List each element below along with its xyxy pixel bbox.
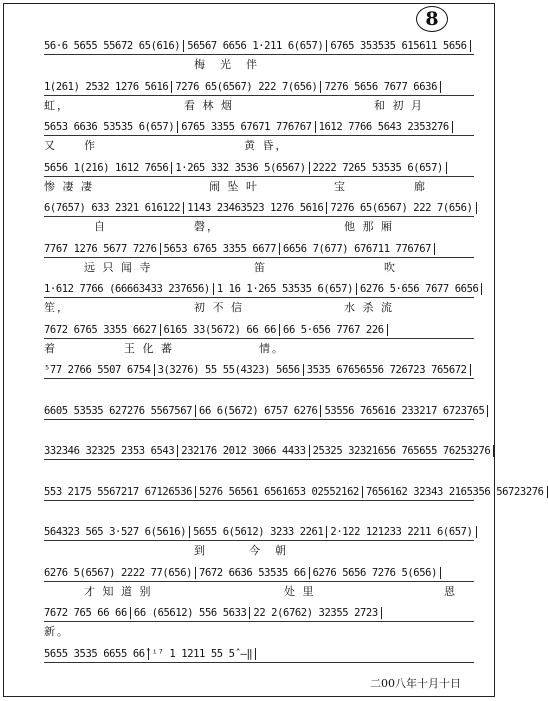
notation-line	[44, 202, 474, 217]
lyric-text: 他 那 厢	[344, 220, 394, 233]
lyric-text: 和 初 月	[374, 98, 424, 112]
measure-group: 5656 1(216) 1612 7656	[44, 162, 172, 174]
score-row	[44, 566, 474, 598]
notation-line	[44, 324, 474, 339]
measure-group: 5276 56561 6561653 02552162	[196, 486, 363, 498]
measure-group: 66 (65612) 556 5633	[131, 607, 251, 619]
date-signature: 二00八年十月十日	[370, 677, 461, 690]
lyric-text: 才 知 道 别	[84, 584, 153, 598]
score-row	[44, 445, 491, 460]
measure-group: 6276 5656 7276 5(656)	[310, 567, 441, 579]
measure-group: 66 6(5672) 6757 6276	[196, 405, 321, 417]
notation-line	[44, 607, 474, 622]
lyric-text: 新。	[44, 625, 70, 638]
score-row	[44, 323, 474, 355]
measure-group: 6276 5·656 7677 6656	[357, 283, 482, 295]
lyric-text: 虹，	[44, 98, 70, 112]
measure-group: 7672 6636 53535 66	[196, 567, 310, 579]
lyric-text: 惨 凄 凄	[44, 179, 94, 193]
measure-group: 2·122 121233 2211 6(657)	[327, 526, 476, 538]
measure-group: 7276 5656 7677 6636	[321, 81, 441, 93]
measure-group: 3(3276) 55 55(4323) 5656	[155, 364, 304, 376]
measure-group: 553 2175 5567217 67126536	[44, 486, 196, 498]
measure-group: 7672 6765 3355 6627	[44, 324, 161, 336]
score-row	[44, 202, 474, 233]
score-row	[44, 404, 485, 420]
measure-group: 5653 6636 53535 6(657)	[44, 121, 178, 133]
notation-line	[44, 485, 544, 501]
lyric-text: 廊	[414, 179, 427, 193]
measure-group: 56·6 5655 55672 65(616)	[44, 40, 184, 52]
measure-group: ⁵77 2766 5507 6754	[44, 364, 155, 376]
lyric-text: 黄 昏，	[244, 139, 289, 152]
score-row	[44, 161, 474, 193]
measure-group: 56567 6656 1·211 6(657)	[184, 40, 327, 52]
notation-line	[44, 567, 474, 582]
measure-group: 6656 7(677) 676711 776767	[280, 243, 435, 255]
measure-group: 7276 65(6567) 222 7(656)	[327, 202, 476, 214]
measure-group: 3535 67656556 726723 765672	[304, 364, 471, 376]
measure-group: 5655 6(5612) 3233 2261	[190, 526, 327, 538]
measure-group: 332346 32325 2353 6543	[44, 445, 178, 457]
lyric-text: 笛	[254, 260, 267, 274]
measure-group: 7672 765 66 66	[44, 607, 131, 619]
lyric-text: 处 里	[284, 584, 316, 598]
notation-line	[44, 81, 474, 96]
lyric-text: 吹	[384, 260, 397, 274]
lyric-text: 磬，	[194, 220, 220, 233]
lyric-text: 闹 坠 叶	[209, 179, 259, 193]
score-row	[44, 364, 474, 379]
measure-group: 1(261) 2532 1276 5616	[44, 81, 172, 93]
measure-group: 1·612 7766 (66663433 237656)	[44, 283, 214, 295]
score-row	[44, 526, 474, 557]
notation-line	[44, 445, 491, 460]
lyric-text: 到	[194, 544, 207, 557]
score-row	[44, 242, 474, 274]
measure-group: 1·265 332 3536 5(6567)	[172, 162, 309, 174]
score-row	[44, 283, 479, 314]
lyric-text: 作	[84, 139, 97, 152]
measure-group: 6165 33(5672) 66 66	[161, 324, 281, 336]
measure-group: 7276 65(6567) 222 7(656)	[172, 81, 321, 93]
lyric-text: 宝	[334, 179, 347, 193]
measure-group: 6276 5(6567) 2222 77(656)	[44, 567, 196, 579]
measure-group: 6765 3355 67671 776767	[178, 121, 315, 133]
measure-group: 232176 2012 3066 4433	[178, 445, 309, 457]
measure-group: 25325 32321656 765655 76253276	[310, 445, 495, 457]
notation-line	[44, 243, 474, 258]
lyric-text: 今 朝	[249, 544, 288, 557]
score-row	[44, 648, 474, 663]
lyric-text: 又	[44, 139, 57, 152]
measure-group: 5653 6765 3355 6677	[161, 243, 281, 255]
notation-line	[44, 121, 474, 136]
notation-line	[44, 648, 474, 663]
lyric-text: 着	[44, 341, 57, 355]
measure-group: ⁱ⁷ 1 1211 55 5̂ –‖	[149, 648, 257, 660]
notation-line	[44, 404, 485, 420]
notation-line	[44, 526, 474, 541]
lyric-text: 笙，	[44, 301, 70, 314]
measure-group: 7767 1276 5677 7276	[44, 243, 161, 255]
lyric-text: 梅 光 伴	[194, 58, 259, 71]
score-row	[44, 607, 474, 638]
measure-group: 6(7657) 633 2321 616122	[44, 202, 184, 214]
lyric-text: 自	[94, 220, 107, 233]
notation-line	[44, 162, 474, 177]
measure-group: 6765 353535 615611 5656	[327, 40, 470, 52]
measure-group: 66 5·656 7767 226	[280, 324, 388, 336]
lyric-text: 水 杀 流	[344, 301, 394, 314]
lyric-text: 情。	[259, 341, 285, 355]
lyric-text: 初 不 信	[194, 301, 244, 314]
measure-group: 1 16 1·265 53535 6(657)	[214, 283, 357, 295]
notation-line	[44, 364, 474, 379]
lyric-text: 王 化 蕃	[124, 341, 174, 355]
score-row	[44, 485, 544, 501]
measure-group: 6605 53535 627276 5567567	[44, 405, 196, 417]
score-row	[44, 121, 474, 152]
measure-group: 564323 565 3·527 6(5616)	[44, 526, 190, 538]
lyric-text: 远 只 闻 寺	[84, 260, 153, 274]
measure-group: 7656162 32343 2165356 56723276	[363, 486, 548, 498]
measure-group: 53556 765616 233217 6723765	[321, 405, 488, 417]
measure-group: 2222 7265 53535 6(657)	[310, 162, 447, 174]
score-row	[44, 80, 474, 112]
notation-line	[44, 40, 474, 55]
lyric-text: 恩	[444, 584, 457, 598]
measure-group: 22 2(6762) 32355 2723	[250, 607, 381, 619]
measure-group: 1143 23463523 1276 5616	[184, 202, 327, 214]
measure-group: 5655 3535 6655 66̂	[44, 648, 149, 660]
page-number: 8	[416, 6, 448, 32]
score-row	[44, 40, 474, 71]
notation-line	[44, 283, 479, 298]
lyric-text: 看 林 烟	[184, 98, 234, 112]
measure-group: 1612 7766 5643 2353276	[316, 121, 453, 133]
